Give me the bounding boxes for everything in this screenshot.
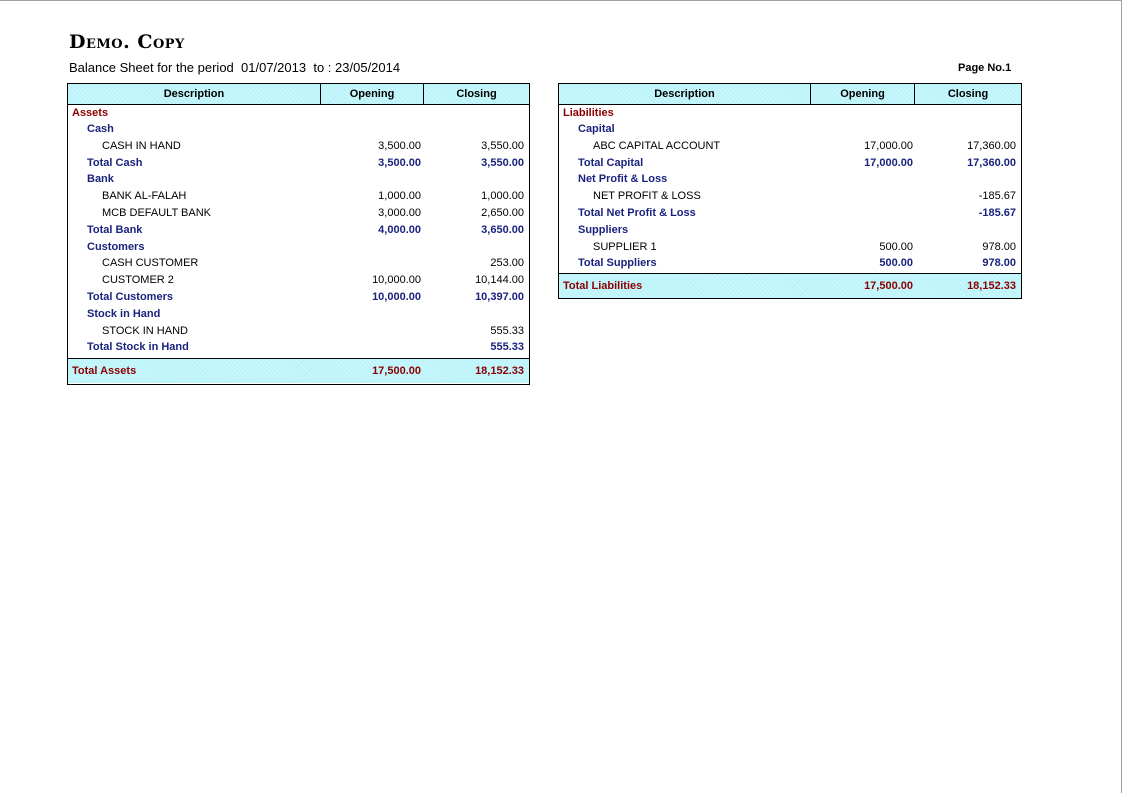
liabilities-row-description: Total Suppliers <box>578 257 657 270</box>
assets-row-opening: 10,000.00 <box>372 291 421 303</box>
liabilities-row-closing: 978.00 <box>982 240 1016 253</box>
assets-row-closing: 3,650.00 <box>481 223 524 236</box>
liab-col-description: Description <box>559 84 811 104</box>
assets-section-label: Assets <box>72 107 109 119</box>
assets-row-description: Total Customers <box>87 291 173 303</box>
liabilities-row-closing: 17,360.00 <box>967 156 1016 169</box>
assets-item-row <box>68 255 529 271</box>
liabilities-total-row <box>559 155 1021 171</box>
assets-header <box>68 84 529 105</box>
liabilities-row-opening: 500.00 <box>879 240 913 253</box>
assets-row-opening: 1,000.00 <box>378 190 421 203</box>
assets-total-row <box>68 155 529 171</box>
assets-row-description: Total Stock in Hand <box>87 341 189 354</box>
assets-row-closing: 10,144.00 <box>475 274 524 287</box>
assets-col-closing: Closing <box>456 88 497 100</box>
liabilities-item-row <box>559 188 1021 204</box>
report-to-date: 23/05/2014 <box>335 60 401 75</box>
assets-row-opening: 3,500.00 <box>378 156 421 169</box>
assets-row-closing: 253.00 <box>490 257 524 270</box>
assets-total-row <box>68 222 529 238</box>
assets-row-closing: 3,550.00 <box>481 139 524 152</box>
liabilities-row-description: Total Capital <box>578 156 644 169</box>
assets-group-row <box>68 171 529 187</box>
liabilities-row-description: Total Net Profit & Loss <box>578 207 696 219</box>
liabilities-row-closing: -185.67 <box>978 190 1016 203</box>
liabilities-group-row <box>559 171 1021 187</box>
report-title-prefix: Balance Sheet for the period <box>69 60 234 75</box>
liabilities-row-description: NET PROFIT & LOSS <box>593 190 701 203</box>
assets-row-description: Stock in Hand <box>87 307 161 320</box>
liabilities-panel <box>558 83 1022 299</box>
liabilities-row-closing: 978.00 <box>982 257 1016 270</box>
assets-item-row <box>68 272 529 288</box>
assets-row-opening: 4,000.00 <box>378 223 421 236</box>
assets-item-row <box>68 205 529 221</box>
liabilities-section-label: Liabilities <box>563 107 614 119</box>
assets-group-row <box>68 239 529 255</box>
total-assets-closing: 18,152.33 <box>475 365 524 377</box>
liabilities-total-row <box>559 255 1021 271</box>
assets-row-opening: 10,000.00 <box>372 274 421 287</box>
assets-item-row <box>68 138 529 154</box>
total-liabilities-row <box>559 273 1021 298</box>
liabilities-group-row <box>559 121 1021 137</box>
report-subtitle <box>69 60 400 75</box>
liabilities-row-description: Net Profit & Loss <box>578 173 668 186</box>
assets-row-description: Customers <box>87 240 145 253</box>
assets-panel <box>67 83 530 385</box>
liabilities-row-closing: 17,360.00 <box>967 139 1016 152</box>
liabilities-row-description: SUPPLIER 1 <box>593 240 657 253</box>
total-liabilities-label: Total Liabilities <box>563 280 643 292</box>
assets-row-description: MCB DEFAULT BANK <box>102 207 212 219</box>
assets-row-closing: 555.33 <box>490 341 524 354</box>
liabilities-row-description: Suppliers <box>578 223 629 236</box>
report-to-label: to : <box>313 60 332 75</box>
liabilities-row-opening: 17,000.00 <box>864 139 913 152</box>
total-assets-row <box>68 358 529 383</box>
liabilities-header <box>559 84 1021 105</box>
assets-col-description: Description <box>68 84 321 104</box>
total-liabilities-closing: 18,152.33 <box>967 280 1016 292</box>
assets-row-closing: 10,397.00 <box>475 291 524 303</box>
assets-row-description: Cash <box>87 123 114 135</box>
assets-item-row <box>68 188 529 204</box>
assets-row-description: BANK AL-FALAH <box>102 190 187 203</box>
total-assets-label: Total Assets <box>72 365 137 377</box>
company-name: Demo. Copy <box>69 31 185 53</box>
liabilities-row-closing: -185.67 <box>978 207 1016 219</box>
report-from-date: 01/07/2013 <box>241 60 307 75</box>
liabilities-total-row <box>559 205 1021 221</box>
liabilities-item-row <box>559 239 1021 255</box>
assets-row-description: CASH CUSTOMER <box>102 257 199 270</box>
assets-total-row <box>68 339 529 355</box>
assets-item-row <box>68 323 529 339</box>
total-assets-opening: 17,500.00 <box>372 365 421 377</box>
liabilities-row-opening: 17,000.00 <box>864 156 913 169</box>
liabilities-row-opening: 500.00 <box>879 257 913 270</box>
assets-row-description: Total Cash <box>87 156 143 169</box>
assets-group-row <box>68 121 529 137</box>
assets-row-closing: 555.33 <box>490 324 524 337</box>
assets-total-row <box>68 289 529 305</box>
assets-row-closing: 3,550.00 <box>481 156 524 169</box>
assets-row-closing: 1,000.00 <box>481 190 524 203</box>
assets-section-row <box>68 105 529 121</box>
assets-row-description: CASH IN HAND <box>102 139 181 152</box>
liabilities-group-row <box>559 222 1021 238</box>
page-number: Page No.1 <box>958 62 1012 74</box>
liab-col-closing: Closing <box>947 88 989 100</box>
assets-row-description: CUSTOMER 2 <box>102 274 174 287</box>
liabilities-row-description: ABC CAPITAL ACCOUNT <box>593 139 721 152</box>
liabilities-row-description: Capital <box>578 123 615 135</box>
assets-col-opening: Opening <box>321 84 424 104</box>
liab-col-opening: Opening <box>811 84 915 104</box>
liabilities-section-row <box>559 105 1021 121</box>
assets-row-description: Total Bank <box>87 223 143 236</box>
assets-group-row <box>68 306 529 322</box>
assets-row-closing: 2,650.00 <box>481 207 524 219</box>
liabilities-item-row <box>559 138 1021 154</box>
assets-row-description: STOCK IN HAND <box>102 324 188 337</box>
assets-row-description: Bank <box>87 173 114 186</box>
assets-row-opening: 3,500.00 <box>378 139 421 152</box>
assets-row-opening: 3,000.00 <box>378 207 421 219</box>
total-liabilities-opening: 17,500.00 <box>864 280 913 292</box>
